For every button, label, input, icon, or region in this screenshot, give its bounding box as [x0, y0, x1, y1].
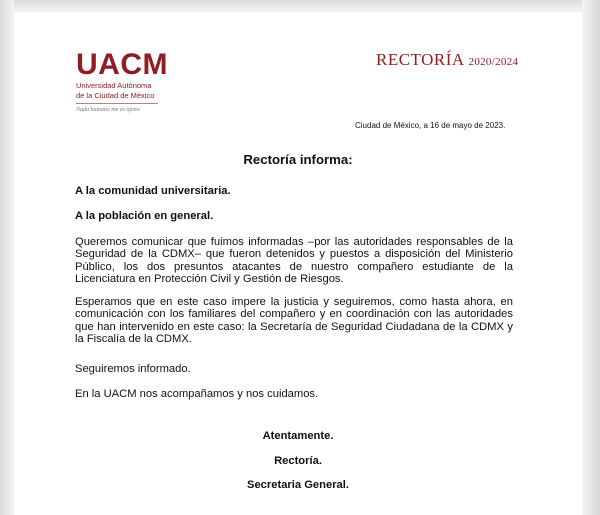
closing-line: Atentamente.	[262, 430, 334, 442]
viewer-top-edge	[0, 0, 600, 12]
rectoria-title: RECTORÍA	[376, 50, 464, 69]
viewer-left-edge	[0, 0, 14, 515]
logo-motto: Nada humano me es ajeno	[76, 107, 140, 113]
viewer-right-edge	[582, 0, 600, 515]
logo-wordmark: UACM	[76, 48, 168, 81]
paragraph-care: En la UACM nos acompañamos y nos cuidamos.	[75, 388, 319, 400]
document-page	[14, 12, 582, 515]
logo-subtitle-line-2: de la Ciudad de México	[76, 91, 155, 100]
paragraph-arrests: Queremos comunicar que fuimos informadas –por las autoridades responsables de la Seguridad de la CDMX– que fueron detenidos y puestos a disposición del Ministerio Público, los dos presuntos atacantes de nuestro compañero estudiante de la Licenciatura en Protección Civil y Gestión de Riesgos.	[75, 236, 513, 285]
logo-divider	[76, 103, 158, 104]
signature-rectoria: Rectoría.	[274, 455, 322, 467]
rectoria-header	[376, 50, 518, 70]
paragraph-informing: Seguiremos informado.	[75, 363, 191, 375]
paragraph-justice: Esperamos que en este caso impere la justicia y seguiremos, como hasta ahora, en comunicación con los familiares del compañero y en coordinación con las autoridades que han intervenido en este caso: la Secretaría de Seguridad Ciudadana de la CDMX y la Fiscalía de la CDMX.	[75, 296, 513, 345]
salutation-population: A la población en general.	[75, 210, 214, 222]
uacm-logo	[76, 50, 168, 113]
logo-subtitle-line-1: Universidad Autónoma	[76, 81, 152, 90]
rectoria-years: 2020/2024	[468, 56, 519, 68]
letter-heading: Rectoría informa:	[243, 152, 353, 167]
signature-secretaria: Secretaria General.	[247, 479, 349, 491]
letter-date: Ciudad de México, a 16 de mayo de 2023.	[355, 121, 506, 130]
salutation-community: A la comunidad universitaria.	[75, 185, 231, 197]
